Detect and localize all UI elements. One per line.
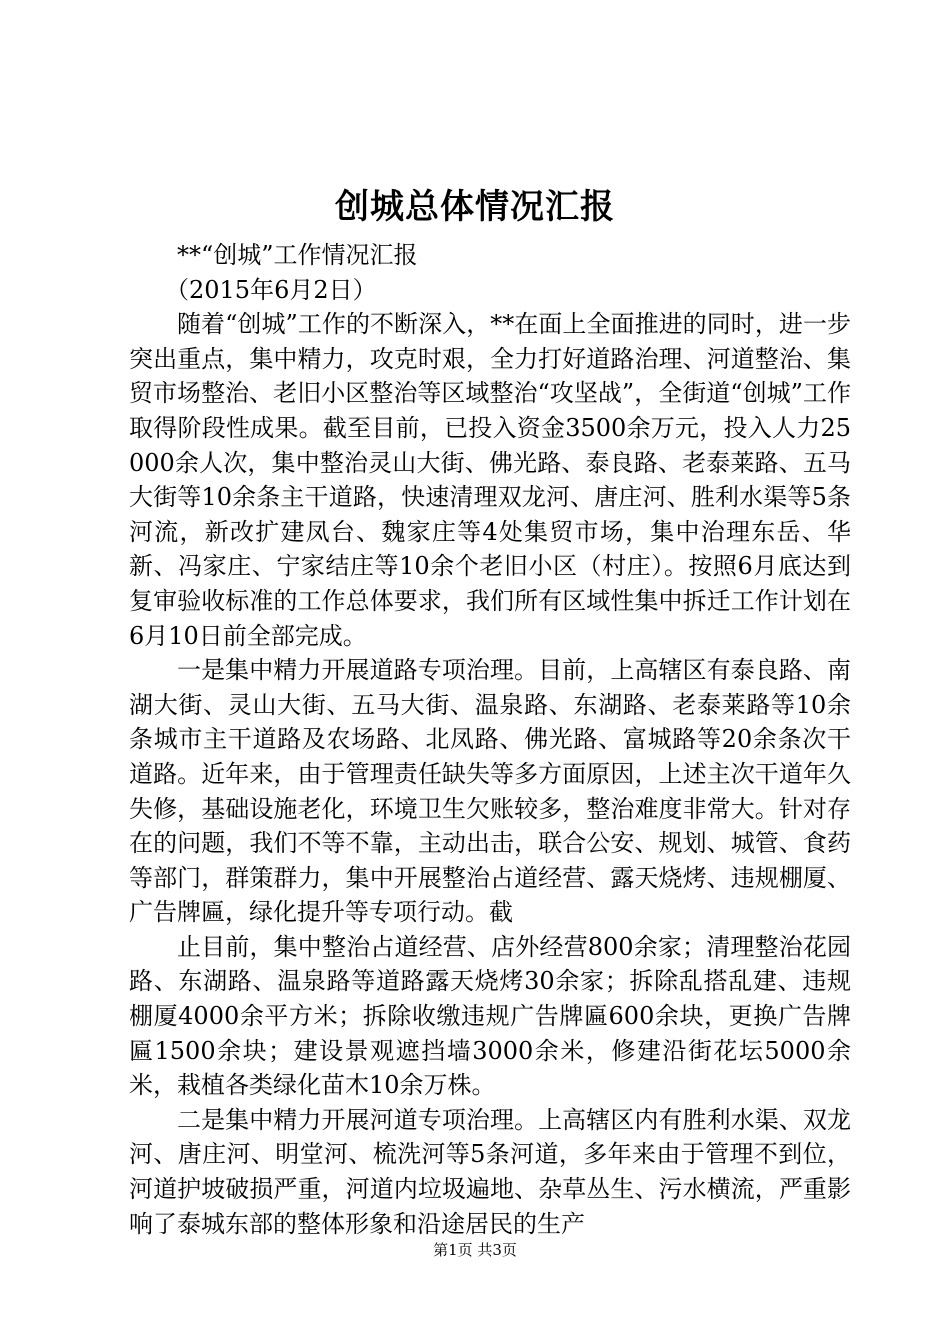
report-date: （2015年6月2日）	[165, 275, 377, 304]
page-footer: 第1页 共3页	[433, 1241, 517, 1259]
paragraph: 二是集中精力开展河道专项治理。上高辖区内有胜利水渠、双龙河、唐庄河、明堂河、梳洗河等5条河道，多年来由于管理不到位，河道护坡破损严重，河道内垃圾遍地、杂草丛生、污水横流，严重影响了泰城东部的整体形象和沿途居民的生产	[129, 1105, 851, 1238]
paragraph: 一是集中精力开展道路专项治理。目前，上高辖区有泰良路、南湖大街、灵山大街、五马大街、温泉路、东湖路、老泰莱路等10余条城市主干道路及农场路、北凤路、佛光路、富城路等20余条次干道路。近年来，由于管理责任缺失等多方面原因，上述主次干道年久失修，基础设施老化，环境卫生欠账较多，整治难度非常大。针对存在的问题，我们不等不靠，主动出击，联合公安、规划、城管、食药等部门，群策群力，集中开展整治占道经营、露天烧烤、违规棚厦、广告牌匾，绿化提升等专项行动。截	[129, 656, 851, 927]
paragraph: 止目前，集中整治占道经营、店外经营800余家；清理整治花园路、东湖路、温泉路等道路露天烧烤30余家；拆除乱搭乱建、违规棚厦4000余平方米；拆除收缴违规广告牌匾600余块，更换广告牌匾1500余块；建设景观遮挡墙3000余米，修建沿街花坛5000余米，栽植各类绿化苗木10余万株。	[129, 932, 851, 1100]
report-subtitle: **“创城”工作情况汇报	[177, 241, 418, 269]
document-title: 创城总体情况汇报	[335, 187, 615, 227]
paragraph: 随着“创城”工作的不断深入，**在面上全面推进的同时，进一步突出重点，集中精力，攻克时艰，全力打好道路治理、河道整治、集贸市场整治、老旧小区整治等区域整治“攻坚战”，全街道“创城”工作取得阶段性成果。截至目前，已投入资金3500余万元，投入人力25000余人次，集中整治灵山大街、佛光路、泰良路、老泰莱路、五马大街等10余条主干道路，快速清理双龙河、唐庄河、胜利水渠等5条河流，新改扩建凤台、魏家庄等4处集贸市场，集中治理东岳、华新、冯家庄、宁家结庄等10余个老旧小区（村庄）。按照6月底达到复审验收标准的工作总体要求，我们所有区域性集中拆迁工作计划在6月10日前全部完成。	[129, 310, 851, 650]
document-body	[129, 238, 851, 1241]
